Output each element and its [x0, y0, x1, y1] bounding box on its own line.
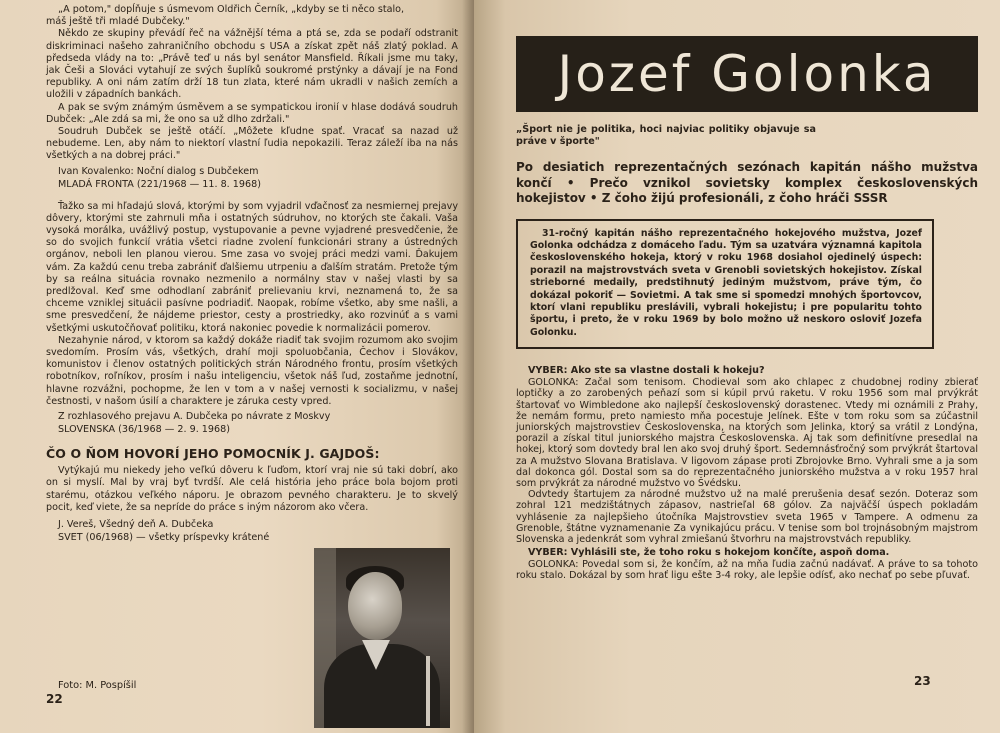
- article-title: Jozef Golonka: [516, 36, 978, 112]
- source-1-author: Ivan Kovalenko: Noční dialog s Dubčekem: [58, 165, 259, 177]
- source-2-author: Z rozhlasového prejavu A. Dubčeka po návrate z Moskvy: [58, 411, 331, 423]
- paragraph-dubcek-irony: A pak se svým známým úsměvem a se sympatickou ironií v hlase dodává soudruh Dubček: „Ale zdá sa mi, že ono sa už dlho zdržali.": [46, 101, 458, 125]
- source-1-publication: MLADÁ FRONTA (221/1968 — 11. 8. 1968): [58, 178, 261, 190]
- intro-box: [516, 219, 934, 350]
- intro-box-text: 31-ročný kapitán nášho reprezentačného hokejového mužstva, Jozef Golonka odchádza z domáceho ľadu. Tým sa uzatvára významná kapitola československého hokeja, ktorý v roku 1968 dosiahol ojedinelý úspech: porazil na majstrovstvách sveta v Grenobli sovietských hokejistov. Získal strieborné medaily, predstihnutý jediným mužstvom, práve tým, čo dokázal pokoriť — Sovietmi. A tak sme si spomedzi mnohých športovcov, ktorí vlani republiku preslávili, vybrali hokejistu; i pre popularitu tohto športu, i preto, že v roku 1969 by bolo možno už neskoro osloviť Jozefa Golonku.: [530, 227, 922, 338]
- paragraph-mansfield: Někdo ze skupiny převádí řeč na vážnější téma a ptá se, zda se podaří odstranit diskriminaci našeho zahraničního obchodu s USA a získat zpět náš zlatý poklad. A předseda vlády na to: „Právě teď u nás byl senátor Mansfield. Říkali jsme mu taky, jak Češi a Slováci vytahují ze svých šuplíků soukromé prstýnky a dávají je na Fond republiky. A oni nám zatím drží 18 tun zlata, které nám ukradli v našich zemích a uložili v západních bankách.: [46, 28, 458, 101]
- article-quote: „Šport nie je politika, hoci najviac politiky objavuje sa práve v športe": [516, 124, 816, 147]
- right-page: [474, 0, 1000, 733]
- section-heading-gajdos: ČO O ŇOM HOVORÍ JEHO POMOCNÍK J. GAJDOŠ:: [46, 446, 380, 462]
- continued-line-2: máš ještě tři mladé Dubčeky.": [46, 16, 190, 28]
- continued-line-1: „A potom," dopĺňuje s úsmevom Oldřich Černík, „kdyby se ti něco stalo,: [58, 4, 405, 15]
- page-number-left: 22: [46, 692, 63, 706]
- source-3-publication: SVET (06/1968) — všetky príspevky krátené: [58, 531, 270, 543]
- source-3-author: J. Vereš, Všedný deň A. Dubčeka: [58, 518, 214, 530]
- paragraph-speech-1: Ťažko sa mi hľadajú slová, ktorými by som vyjadril vďačnosť za nesmiernej prejavy dôvery, ktorými ste zahrnuli mňa i ostatných súdruhov, no ktorých ste čakali. Vaša vysoká morálka, uvážlivý postup, vystupovanie a pevne vyjadrené presvedčenie, že so do svojich funkcií vrátia všetci riadne zvolení funkcionári strany a ústredných orgánov, neboli len planou vierou. Sme zasa vo svojej práci medzi vami. Ďakujem vám. Za každú cenu treba zabrániť ďalšiemu utrpeniu a ďalším stratám. Pretože tým by sa reálna situácia rovnako nezmenilo a normálny stav v našej vlasti by sa predlžoval. Keď sme odhodlaní zabrániť prelievaniu krvi, neznamená to, že sa chceme vzniklej situácii pasívne podriadiť. Naopak, robíme všetko, aby sme našli, a sme presvedčení, že nájdeme priestor, cesty a prostriedky, ako rozvinúť a s vami všetkými uskutočňovať politiku, ktorá nakoniec povedie k normalizácii pomerov.: [46, 200, 458, 334]
- question-1: VYBER: Ako ste sa vlastne dostali k hokeju?: [528, 365, 765, 377]
- microphone-icon: [426, 656, 430, 726]
- answer-1-continued: Odvtedy štartujem za národné mužstvo už na malé prerušenia desať sezón. Doteraz som zohral 121 medzištátnych zápasov, nastrieľal 68 gólov. Za najväčší úspech pokladám vyhlásenie za najlepšieho útočníka Majstrovstiev sveta 1965 v Tampere. A odmenu za Grenoble, štátne vyznamenanie Za vynikajúcu prácu. V tenise som bol trojnásobným majstrom Slovenska a jedenkrát som vyhral zmiešanú štvorhru na majstrovstvách republiky.: [516, 489, 978, 545]
- paragraph-gajdos: Vytýkajú mu niekedy jeho veľkú dôveru k ľuďom, ktorí vraj nie sú taki dobrí, ako on si myslí. Mal by vraj byť tvrdší. Ale celá história jeho práce bola bojom proti starému, otázkou veľkého náporu. Je obrazom pevného charakteru. Je to skvelý pocit, keď viete, že sa nepríde do práce s iným názorom ako včera.: [46, 465, 458, 513]
- article-lead: Po desiatich reprezentačných sezónach kapitán nášho mužstva končí • Prečo vznikol sovietsky komplex československých hokejistov • Z čoho žijú profesionáli, z čoho hráči SSSR: [516, 160, 978, 205]
- source-2-publication: SLOVENSKA (36/1968 — 2. 9. 1968): [58, 424, 230, 436]
- portrait-photo: [314, 548, 450, 728]
- paragraph-speech-2: Nezahynie národ, v ktorom sa každý dokáže riadiť tak svojim rozumom ako svojim svedomím. Prosím vás, všetkých, drahí moji spoluobčania, Čechov i Slovákov, komunistov i členov ostatných politických strán Národného frontu, prosím všetkých robotníkov, roľníkov, prosím i našu inteligenciu, všetok náš ľud, zostaňme jednotní, hlavne rozvážni, pochopme, že len v tom a v našej vernosti k socializmu, v našej čestnosti, v našom úsilí a charaktere je záruka cesty vpred.: [46, 334, 458, 407]
- photo-credit: Foto: M. Pospíšil: [58, 679, 137, 691]
- page-number-right: 23: [914, 674, 931, 688]
- left-page: [0, 0, 474, 733]
- answer-1: GOLONKA: Začal som tenisom. Chodieval som ako chlapec z chudobnej rodiny zbierať loptičky a zo zarobených peňazí som si kúpil prvú raketu. V roku 1956 som mal prvýkrát štartovať vo Wimbledone ako najlepší československý dorastenec. Vtedy mi oznámili z Prahy, že nemám formu, preto namiesto mňa pocestuje Jelínek. Ešte v tom roku som sa zúčastnil juniorských majstrovstiev Československa, na ktorých som Jelinka, ktorý sa vrátil z Londýna, porazil a získal titul juniorského majstra Československa. Aj tak som definitívne presedlal na hokej, ktorý som dovtedy bral len ako svoj druhý šport. Sedemnásťročný som prvýkrát štartoval za A mužstvo Slovana Bratislava. V ligovom zápase proti Zbrojovke Brno. Vyhrali sme a ja som dal dokonca gól. Dostal som sa do reprezentačného juniorského mužstva a v roku 1957 hral som prvýkrát za národné mužstvo vo Švédsku.: [516, 377, 978, 489]
- answer-2: GOLONKA: Povedal som si, že končím, až na mňa ľudia začnú nadávať. A práve to sa tohoto roku stalo. Dokázal by som hrať ligu ešte 3-4 roky, ale lepšie odísť, ako nechať po sebe pľuvať.: [516, 559, 978, 582]
- photo-area: [46, 548, 458, 733]
- paragraph-dubcek-sleep: Soudruh Dubček se ještě otáčí. „Môžete kľudne spať. Vracať sa nazad už nebudeme. Len, aby nám to niektorí vlastní ľudia nepokazili. Teraz záleží iba na nás všetkých a na dobrej práci.": [46, 126, 458, 162]
- question-2: VYBER: Vyhlásili ste, že toho roku s hokejom končíte, aspoň doma.: [528, 547, 890, 559]
